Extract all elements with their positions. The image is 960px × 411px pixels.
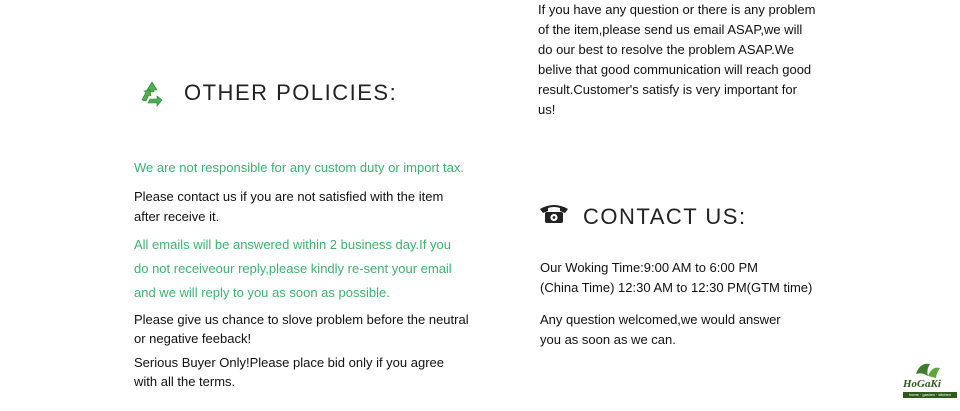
question-line: result.Customer's satisfy is very important for <box>538 82 797 97</box>
brand-logo-text: HoGaKi <box>903 378 941 390</box>
policy-contact-us <box>134 187 443 227</box>
policy-line: after receive it. <box>134 209 220 224</box>
question-line: us! <box>538 102 556 117</box>
welcome-line: you as soon as we can. <box>540 332 676 347</box>
brand-logo-tagline: home · garden · kitchen <box>903 392 957 398</box>
recycle-icon <box>138 80 166 108</box>
policy-line: do not receiveour reply,please kindly re-sent your email <box>134 261 452 276</box>
question-line: do our best to resolve the problem ASAP.We <box>538 42 795 57</box>
policy-line: Serious Buyer Only!Please place bid only if you agree <box>134 355 445 370</box>
contact-us-title: CONTACT US: <box>583 204 747 229</box>
policy-line: All emails will be answered within 2 business day.If you <box>134 237 451 252</box>
question-paragraph <box>538 0 816 120</box>
question-line: belive that good communication will reach good <box>538 62 812 77</box>
hours-line: (China Time) 12:30 AM to 12:30 PM(GTM time) <box>540 280 813 295</box>
other-policies-title: OTHER POLICIES: <box>184 80 398 105</box>
policy-serious-buyer <box>134 353 444 391</box>
working-hours <box>540 258 812 298</box>
policy-line: Please contact us if you are not satisfied with the item <box>134 189 444 204</box>
policy-line: or negative feeback! <box>134 331 252 346</box>
policy-feedback <box>134 310 469 348</box>
hours-line: Our Woking Time:9:00 AM to 6:00 PM <box>540 260 758 275</box>
phone-icon <box>538 202 570 224</box>
policy-custom-duty: We are not responsible for any custom duty or import tax. <box>134 160 464 175</box>
welcome-line: Any question welcomed,we would answer <box>540 312 781 327</box>
policy-email-response <box>134 233 452 305</box>
policy-line: with all the terms. <box>134 374 236 389</box>
welcome-message <box>540 310 781 350</box>
question-line: If you have any question or there is any problem <box>538 2 816 17</box>
policy-line: and we will reply to you as soon as possible. <box>134 285 390 300</box>
policy-line: Please give us chance to slove problem before the neutral <box>134 312 469 327</box>
question-line: of the item,please send us email ASAP,we will <box>538 22 803 37</box>
